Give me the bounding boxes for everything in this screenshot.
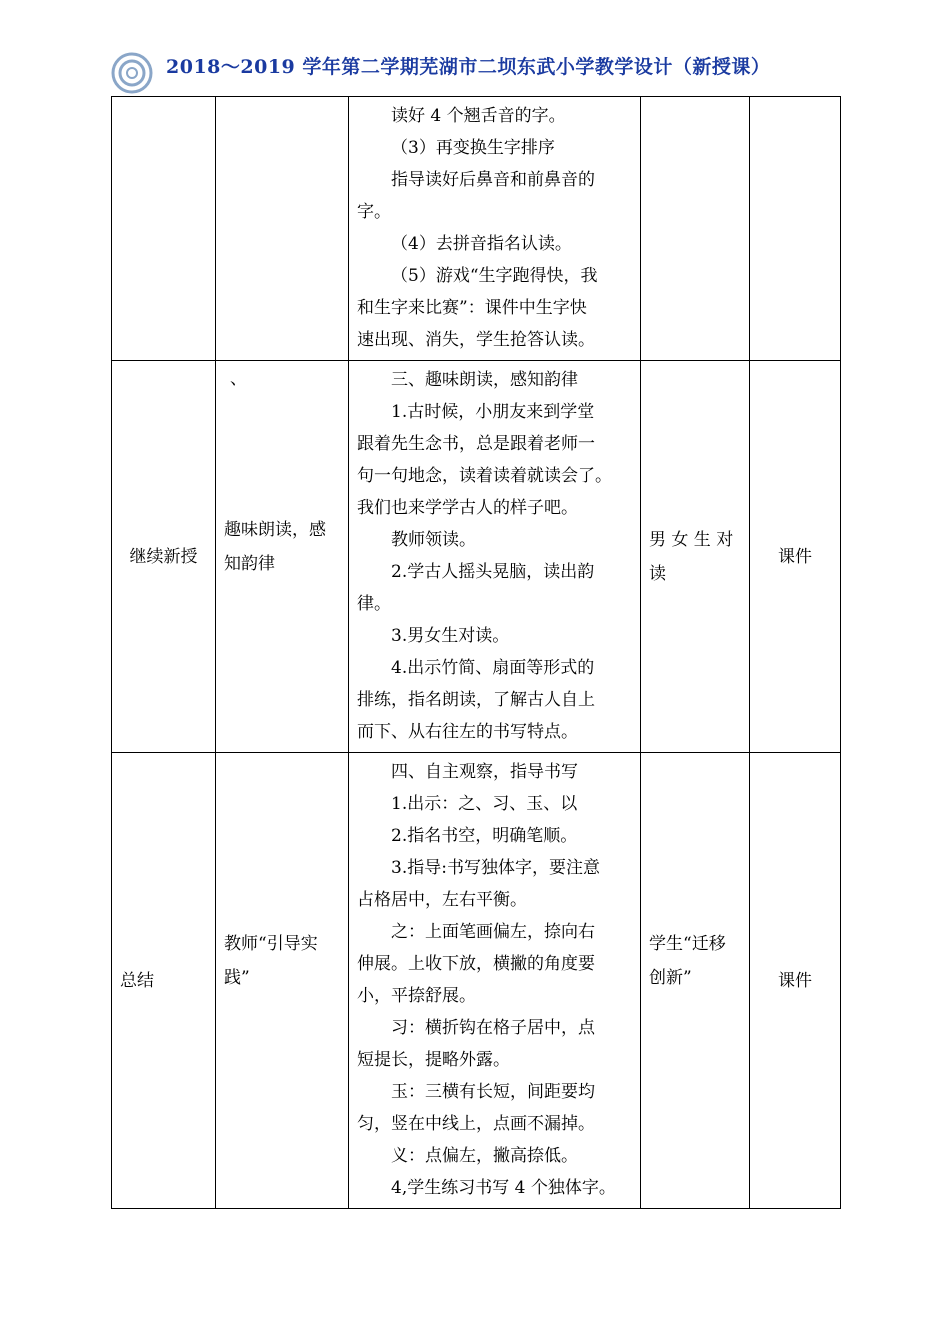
page-header bbox=[110, 46, 850, 96]
content-line: 匀，竖在中线上，点画不漏掉。 bbox=[357, 1114, 595, 1134]
content-line: 速出现、消失，学生抢答认读。 bbox=[357, 330, 595, 350]
content-line: 占格居中，左右平衡。 bbox=[357, 890, 527, 910]
content-line: 指导读好后鼻音和前鼻音的 bbox=[391, 170, 595, 190]
content-cell bbox=[349, 361, 641, 753]
content-line: 义：点偏左，撇高捺低。 bbox=[391, 1146, 578, 1166]
student-cell bbox=[641, 97, 750, 361]
content-line: 我们也来学学古人的样子吧。 bbox=[357, 498, 578, 518]
table-row bbox=[112, 753, 841, 1209]
content-line: 2.指名书空，明确笔顺。 bbox=[391, 826, 578, 846]
content-line: 伸展。上收下放，横撇的角度要 bbox=[357, 954, 595, 974]
student-activity: 学生“迁移创新” bbox=[649, 933, 726, 988]
student-cell bbox=[641, 753, 750, 1209]
resource-label: 课件 bbox=[778, 546, 812, 567]
content-line: 之：上面笔画偏左，捺向右 bbox=[391, 922, 595, 942]
content-line: 4,学生练习书写 4 个独体字。 bbox=[391, 1178, 616, 1198]
content-line: 玉：三横有长短，间距要均 bbox=[391, 1082, 595, 1102]
content-line: 排练，指名朗读，了解古人自上 bbox=[357, 690, 595, 710]
content-cell bbox=[349, 97, 641, 361]
content-cell bbox=[349, 753, 641, 1209]
content-line: （5）游戏“生字跑得快，我 bbox=[391, 266, 598, 286]
resource-cell bbox=[750, 753, 841, 1209]
content-line: 教师领读。 bbox=[391, 530, 476, 550]
content-line: 3.男女生对读。 bbox=[391, 626, 510, 646]
activity-cell bbox=[216, 97, 349, 361]
content-line: 1.出示：之、习、玉、以 bbox=[391, 794, 578, 814]
stage-label: 总结 bbox=[120, 970, 154, 991]
table-row bbox=[112, 97, 841, 361]
stage-cell bbox=[112, 753, 216, 1209]
page-title: 2018～2019 学年第二学期芜湖市二坝东武小学教学设计（新授课） bbox=[166, 56, 771, 78]
content-line: 3.指导:书写独体字，要注意 bbox=[391, 858, 600, 878]
content-line: 四、自主观察，指导书写 bbox=[391, 762, 578, 782]
table-row bbox=[112, 361, 841, 753]
content-line: 4.出示竹简、扇面等形式的 bbox=[391, 658, 595, 678]
content-line: 句一句地念，读着读着就读会了。 bbox=[357, 466, 612, 486]
activity-label: 教师“引导实践” bbox=[224, 933, 318, 988]
content-line: 而下、从右往左的书写特点。 bbox=[357, 722, 578, 742]
content-line: 三、趣味朗读，感知韵律 bbox=[391, 370, 578, 390]
student-cell bbox=[641, 361, 750, 753]
content-line: 读好 4 个翘舌音的字。 bbox=[391, 106, 566, 126]
content-line: 律。 bbox=[357, 594, 391, 614]
content-line: 和生字来比赛”：课件中生字快 bbox=[357, 298, 587, 318]
resource-label: 课件 bbox=[778, 970, 812, 991]
content-line: （4）去拼音指名认读。 bbox=[391, 234, 572, 254]
content-line: 习：横折钩在格子居中，点 bbox=[391, 1018, 595, 1038]
content-line: 1.古时候，小朋友来到学堂 bbox=[391, 402, 595, 422]
content-line: 短提长，提略外露。 bbox=[357, 1050, 510, 1070]
concentric-circles-logo-icon bbox=[110, 51, 154, 95]
stage-cell bbox=[112, 97, 216, 361]
content-line: 2.学古人摇头晃脑，读出韵 bbox=[391, 562, 595, 582]
resource-cell bbox=[750, 97, 841, 361]
content-line: 字。 bbox=[357, 202, 391, 222]
content-line: 跟着先生念书，总是跟着老师一 bbox=[357, 434, 595, 454]
stage-cell bbox=[112, 361, 216, 753]
activity-mark: 、 bbox=[230, 369, 247, 389]
lesson-plan-table bbox=[111, 96, 841, 1209]
stage-label: 继续新授 bbox=[129, 546, 198, 567]
resource-cell bbox=[750, 361, 841, 753]
activity-label: 趣味朗读，感知韵律 bbox=[224, 520, 326, 574]
activity-cell bbox=[216, 753, 349, 1209]
activity-cell bbox=[216, 361, 349, 753]
student-activity: 男 女 生 对 读 bbox=[649, 529, 734, 584]
content-line: 小，平捺舒展。 bbox=[357, 986, 476, 1006]
content-line: （3）再变换生字排序 bbox=[391, 138, 555, 158]
